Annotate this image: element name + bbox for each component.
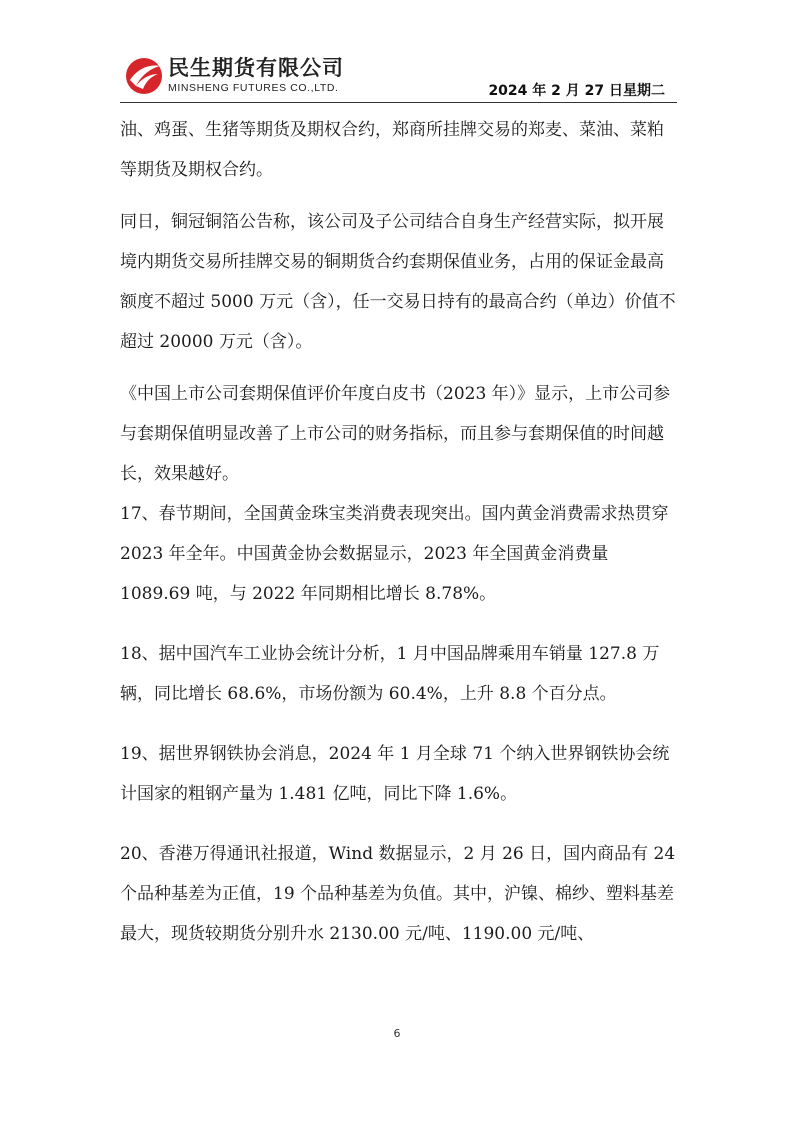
company-name-en: MINSHENG FUTURES CO.,LTD. — [168, 82, 339, 94]
company-name-cn: 民生期货有限公司 — [168, 56, 344, 80]
paragraph: 油、鸡蛋、生猪等期货及期权合约，郑商所挂牌交易的郑麦、菜油、菜粕等期货及期权合约。 — [120, 120, 664, 180]
report-date: 2024 年 2 月 27 日星期二 — [488, 83, 665, 99]
minsheng-logo-icon — [124, 56, 164, 96]
company-logo — [120, 56, 360, 98]
paragraph: 20、香港万得通讯社报道，Wind 数据显示，2 月 26 日，国内商品有 24 个品种基差为正值，19 个品种基差为负值。其中，沪镍、棉纱、塑料基差最大，现货较期货分别升水 2130.00 元/吨、1190.00 元/吨、 — [120, 844, 676, 944]
paragraph: 《中国上市公司套期保值评价年度白皮书（2023 年）》显示，上市公司参与套期保值明显改善了上市公司的财务指标，而且参与套期保值的时间越长，效果越好。 — [120, 384, 671, 484]
paragraph: 同日，铜冠铜箔公告称，该公司及子公司结合自身生产经营实际，拟开展境内期货交易所挂牌交易的铜期货合约套期保值业务，占用的保证金最高额度不超过 5000 万元（含），任一交易日持有的最高合约（单边）价值不超过 20000 万元（含）。 — [120, 212, 676, 352]
page-header — [120, 50, 677, 102]
page-number: 6 — [393, 1027, 401, 1040]
paragraph: 18、据中国汽车工业协会统计分析，1 月中国品牌乘用车销量 127.8 万辆，同比增长 68.6%，市场份额为 60.4%，上升 8.8 个百分点。 — [120, 644, 660, 704]
paragraph: 19、据世界钢铁协会消息，2024 年 1 月全球 71 个纳入世界钢铁协会统计国家的粗钢产量为 1.481 亿吨，同比下降 1.6%。 — [120, 744, 670, 804]
header-divider — [120, 102, 677, 103]
paragraph: 17、春节期间，全国黄金珠宝类消费表现突出。国内黄金消费需求热贯穿 2023 年全年。中国黄金协会数据显示，2023 年全国黄金消费量 1089.69 吨，与 2022 年同期相比增长 8.78%。 — [120, 504, 669, 604]
document-body — [120, 110, 680, 954]
